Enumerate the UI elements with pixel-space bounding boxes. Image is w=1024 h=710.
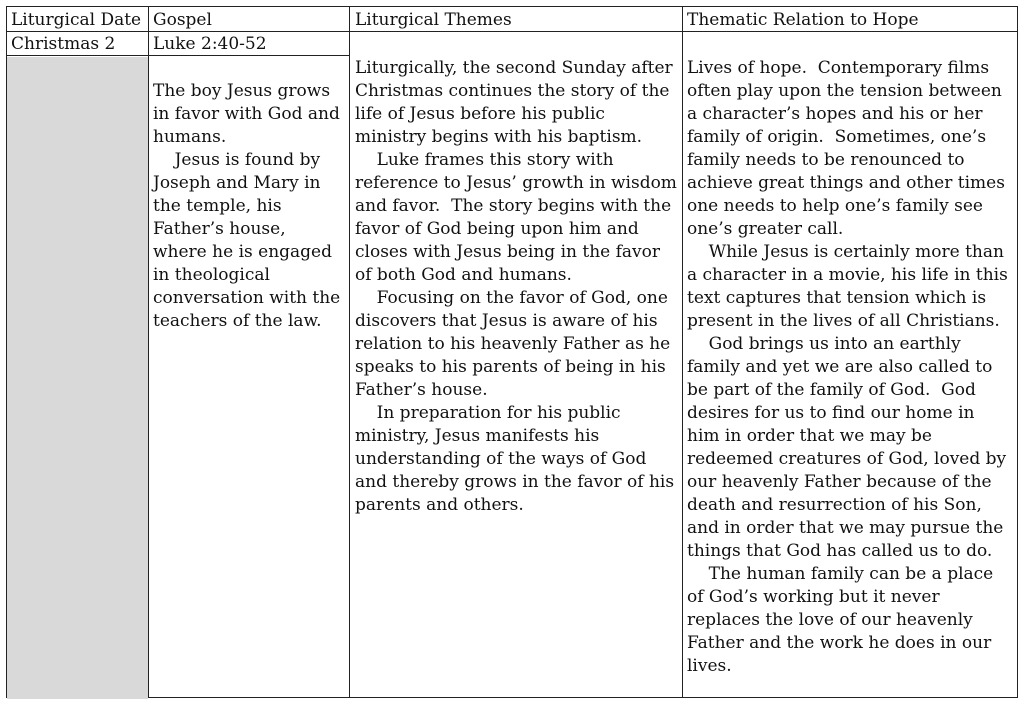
text-line: Father and the work he does in our xyxy=(687,633,992,653)
liturgical-date-value: Christmas 2 xyxy=(11,34,116,54)
text-line: the temple, his xyxy=(153,196,282,216)
text-line: family needs to be renounced to xyxy=(687,150,965,170)
text-line: Father’s house. xyxy=(355,380,488,400)
col-divider-2 xyxy=(349,7,350,697)
header-liturgical-themes: Liturgical Themes xyxy=(355,10,512,30)
text-line: a character’s hopes and his or her xyxy=(687,104,983,124)
text-line: The boy Jesus grows xyxy=(153,81,331,101)
text-line: parents and others. xyxy=(355,495,524,515)
text-line: of God’s working but it never xyxy=(687,587,940,607)
text-line: where he is engaged xyxy=(153,242,332,262)
text-line: discovers that Jesus is aware of his xyxy=(355,311,658,331)
text-line: in favor with God and xyxy=(153,104,340,124)
text-line: teachers of the law. xyxy=(153,311,322,331)
text-line: present in the lives of all Christians. xyxy=(687,311,1000,331)
text-line: redeemed creatures of God, loved by xyxy=(687,449,1007,469)
text-line: a character in a movie, his life in this xyxy=(687,265,1008,285)
text-line: Focusing on the favor of God, one xyxy=(355,288,668,308)
header-gospel: Gospel xyxy=(153,10,212,30)
text-line: conversation with the xyxy=(153,288,341,308)
text-line: one’s greater call. xyxy=(687,219,844,239)
text-line: Christmas continues the story of the xyxy=(355,81,670,101)
text-line: God brings us into an earthly xyxy=(687,334,961,354)
text-line: life of Jesus before his public xyxy=(355,104,605,124)
text-line: and favor. The story begins with the xyxy=(355,196,672,216)
text-line: favor of God being upon him and xyxy=(355,219,639,239)
text-line: death and resurrection of his Son, xyxy=(687,495,982,515)
col-divider-1 xyxy=(148,7,149,697)
gospel-summary xyxy=(153,80,340,333)
text-line: our heavenly Father because of the xyxy=(687,472,992,492)
text-line: humans. xyxy=(153,127,227,147)
text-line: be part of the family of God. God xyxy=(687,380,976,400)
text-line: and in order that we may pursue the xyxy=(687,518,1004,538)
header-liturgical-date: Liturgical Date xyxy=(11,10,142,30)
text-line: him in order that we may be xyxy=(687,426,932,446)
text-line: Jesus is found by xyxy=(153,150,321,170)
text-line: Father’s house, xyxy=(153,219,286,239)
text-line: replaces the love of our heavenly xyxy=(687,610,973,630)
text-line: While Jesus is certainly more than xyxy=(687,242,1004,262)
text-line: of both God and humans. xyxy=(355,265,572,285)
text-line: desires for us to find our home in xyxy=(687,403,975,423)
text-line: Luke frames this story with xyxy=(355,150,614,170)
thematic-relation-text xyxy=(687,57,1008,678)
col-divider-3 xyxy=(682,7,683,697)
text-line: In preparation for his public xyxy=(355,403,621,423)
text-line: closes with Jesus being in the favor xyxy=(355,242,660,262)
text-line: text captures that tension which is xyxy=(687,288,987,308)
text-line: often play upon the tension between xyxy=(687,81,1002,101)
text-line: things that God has called us to do. xyxy=(687,541,993,561)
text-line: relation to his heavenly Father as he xyxy=(355,334,671,354)
gospel-reference: Luke 2:40-52 xyxy=(153,34,267,54)
text-line: ministry begins with his baptism. xyxy=(355,127,643,147)
header-thematic-relation: Thematic Relation to Hope xyxy=(687,10,919,30)
text-line: reference to Jesus’ growth in wisdom xyxy=(355,173,677,193)
text-line: and thereby grows in the favor of his xyxy=(355,472,675,492)
text-line: Joseph and Mary in xyxy=(153,173,321,193)
text-line: in theological xyxy=(153,265,270,285)
text-line: Liturgically, the second Sunday after xyxy=(355,58,673,78)
text-line: understanding of the ways of God xyxy=(355,449,647,469)
liturgical-themes-text xyxy=(355,57,677,517)
text-line: one needs to help one’s family see xyxy=(687,196,983,216)
text-line: lives. xyxy=(687,656,732,676)
text-line: Lives of hope. Contemporary films xyxy=(687,58,990,78)
liturgy-table xyxy=(6,6,1018,698)
text-line: ministry, Jesus manifests his xyxy=(355,426,600,446)
text-line: family and yet we are also called to xyxy=(687,357,993,377)
text-line: achieve great things and other times xyxy=(687,173,1005,193)
text-line: family of origin. Sometimes, one’s xyxy=(687,127,987,147)
text-line: speaks to his parents of being in his xyxy=(355,357,666,377)
text-line: The human family can be a place xyxy=(687,564,994,584)
shaded-date-cell xyxy=(7,57,148,699)
